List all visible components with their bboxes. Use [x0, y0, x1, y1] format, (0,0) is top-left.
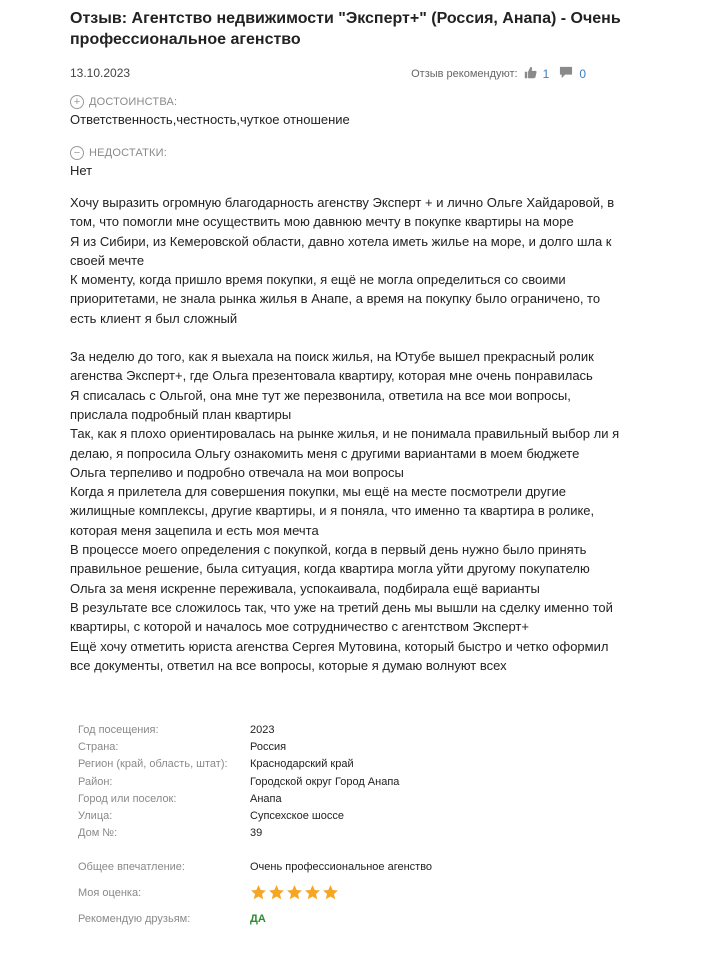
cons-label: НЕДОСТАТКИ: [89, 147, 167, 159]
pros-heading [70, 95, 177, 109]
review-paragraph: Хочу выразить огромную благодарность агенству Эксперт + и лично Ольге Хайдаровой, в том, что помогли мне осуществить мою давнюю мечту в покупке квартиры на море [70, 195, 615, 230]
detail-label: Город или поселок: [78, 792, 177, 805]
star-icon [322, 884, 339, 901]
comment-icon[interactable] [559, 66, 573, 82]
detail-label: Регион (край, область, штат): [78, 758, 228, 771]
detail-label: Год посещения: [78, 724, 159, 736]
detail-value: Городской округ Город Анапа [250, 775, 400, 788]
cons-heading [70, 146, 167, 160]
review-meta-row [70, 64, 590, 82]
detail-value: Анапа [250, 792, 282, 805]
recommend-block [411, 66, 590, 82]
recommend-label: Отзыв рекомендуют: [411, 68, 518, 80]
review-paragraph: Ещё хочу отметить юриста агенства Сергея Мутовина, который быстро и четко оформил все документы, ответил на все вопросы, которые я думаю волнуют всех [70, 638, 609, 673]
detail-label: Рекомендую друзьям: [78, 913, 191, 926]
detail-label: Район: [78, 775, 113, 788]
detail-value: Краснодарский край [250, 758, 354, 771]
thumbs-up-icon[interactable] [524, 66, 537, 82]
detail-label: Дом №: [78, 827, 118, 840]
cons-text: Нет [70, 163, 93, 178]
review-paragraph: Я из Сибири, из Кемеровской области, давно хотела иметь жилье на море, и долго шла к своей мечте [70, 233, 612, 268]
review-paragraph: Когда я прилетела для совершения покупки, мы ещё на месте посмотрели другие жилищные комплексы, другие квартиры, и я поняла, что именно та квартира в ролике, которая меня зацепила и есть моя мечта [70, 484, 595, 538]
review-paragraph: Ольга за меня искренне переживала, успокаивала, подбирала ещё варианты [70, 580, 540, 596]
star-icon [250, 884, 267, 901]
likes-count[interactable]: 1 [542, 67, 550, 81]
review-paragraph: Так, как я плохо ориентировалась на рынке жилья, и не понимала правильный выбор ли я делаю, я попросила Ольгу ознакомить меня с другими вариантами в моем бюджете [70, 426, 620, 461]
review-paragraph: За неделю до того, как я выехала на поиск жилья, на Ютубе вышел прекрасный ролик агенства Эксперт+, где Ольга презентовала квартиру, которая мне очень понравилась [70, 349, 594, 384]
plus-circle-icon: + [70, 95, 84, 109]
detail-label: Страна: [78, 741, 119, 754]
detail-label: Общее впечатление: [78, 861, 185, 874]
review-paragraph: К моменту, когда пришло время покупки, я ещё не могла определиться со своими приоритетами, не знала рынка жилья в Анапе, а время на покупку было ограничено, то есть клиент я был сложный [70, 272, 601, 326]
pros-label: ДОСТОИНСТВА: [89, 96, 178, 108]
review-title: Отзыв: Агентство недвижимости "Эксперт+" (Россия, Анапа) - Очень профессиональное агенство [70, 10, 621, 48]
star-icon [304, 884, 321, 901]
comments-count[interactable]: 0 [579, 67, 586, 81]
detail-label: Моя оценка: [78, 887, 142, 900]
pros-text: Ответственность,честность,чуткое отношение [70, 112, 350, 127]
review-paragraph: Я списалась с Ольгой, она мне тут же перезвонила, ответила на все мои вопросы, прислала подробный план квартиры [70, 387, 571, 422]
review-paragraph: В результате все сложилось так, что уже на третий день мы вышли на сделку именно той квартиры, с которой и началось мое сотрудничество с агентством Эксперт+ [70, 599, 613, 635]
review-paragraph: В процессе моего определения с покупкой, когда в первый день нужно было принять правильное решение, была ситуация, когда квартира могла уйти другому покупателю [70, 542, 590, 577]
detail-value: Супсехское шоссе [250, 809, 344, 822]
minus-circle-icon: − [70, 146, 84, 160]
star-icon [268, 884, 285, 901]
recommend-value: ДА [250, 913, 266, 926]
detail-value: Россия [250, 741, 287, 754]
review-paragraph: Ольга терпеливо и подробно отвечала на мои вопросы [70, 464, 404, 480]
detail-value: 2023 [250, 724, 275, 736]
review-date: 13.10.2023 [70, 66, 131, 80]
detail-value: Очень профессиональное агенство [250, 861, 433, 874]
rating-stars [250, 884, 339, 901]
detail-label: Улица: [78, 809, 113, 822]
review-body [70, 193, 630, 675]
star-icon [286, 884, 303, 901]
detail-value: 39 [250, 827, 263, 840]
